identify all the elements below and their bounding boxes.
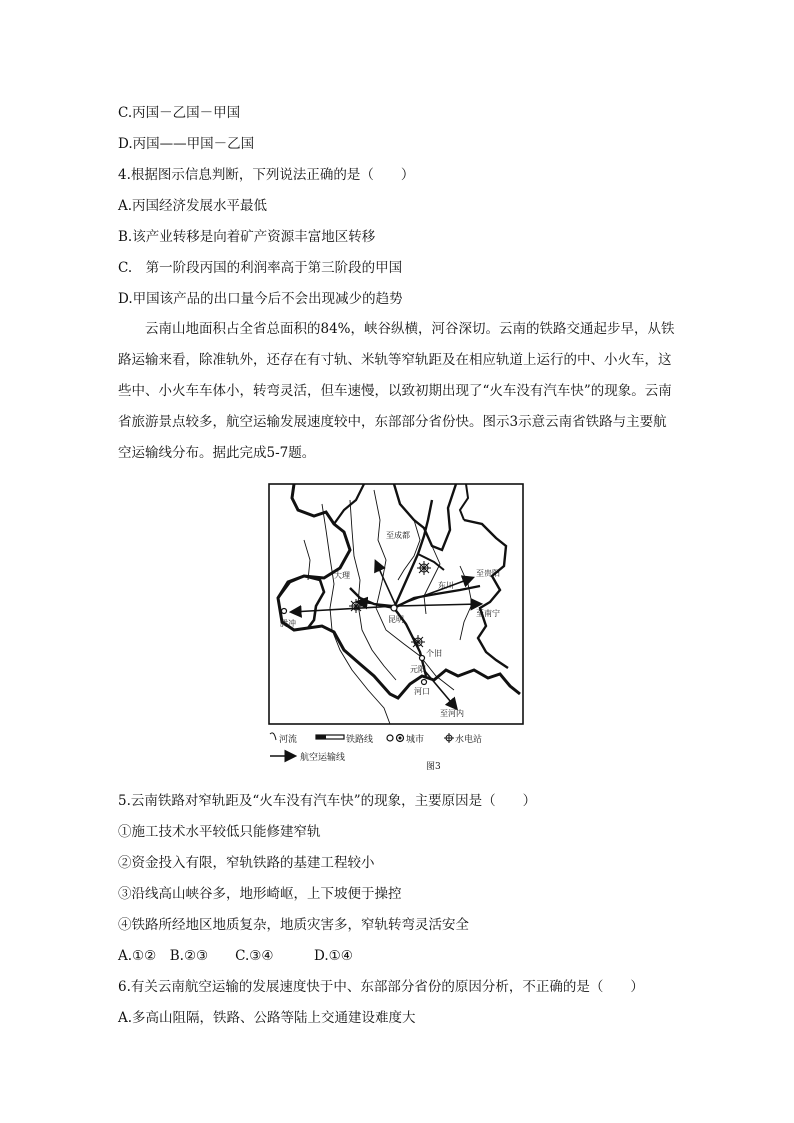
answer-options-text: A.①② B.②③ C.③④ D.①④ (118, 948, 353, 964)
label-hanoi: 至河内 (440, 709, 464, 718)
statement-3-text: ③沿线高山峡谷多，地形崎岖，上下坡便于操控 (118, 886, 402, 902)
option-c-text: C.丙国－乙国－甲国 (118, 105, 241, 121)
reading-passage (118, 314, 680, 469)
legend-river-icon (270, 733, 276, 740)
map-svg (264, 480, 529, 774)
option-d-text: D.甲国该产品的出口量今后不会出现减少的趋势 (118, 291, 403, 307)
city-kunming-marker (391, 605, 397, 611)
label-dongchuan: 东川 (438, 581, 454, 590)
legend-city-label: 城市 (406, 735, 425, 745)
hydro-station-icon (349, 599, 363, 613)
city-tengchong-marker (282, 609, 287, 614)
statement-4-text: ④铁路所经地区地质复杂，地质灾害多，窄轨转弯灵活安全 (118, 917, 469, 933)
question-4-text: 4.根据图示信息判断，下列说法正确的是（ ） (118, 167, 415, 183)
label-gejiu: 个旧 (426, 649, 442, 658)
yunnan-map-figure (264, 480, 529, 774)
option-d-text: D.丙国——甲国－乙国 (118, 136, 255, 152)
legend-railway-label: 铁路线 (346, 735, 374, 745)
option-b-text: B.该产业转移是向着矿产资源丰富地区转移 (118, 229, 376, 245)
figure-caption: 图3 (426, 762, 441, 772)
statement-1-text: ①施工技术水平较低只能修建窄轨 (118, 824, 321, 840)
label-guiyang: 至贵阳 (476, 569, 500, 578)
legend-city-icon (387, 735, 393, 741)
legend-railway-icon (316, 735, 326, 739)
option-c-text: C. 第一阶段丙国的利润率高于第三阶段的甲国 (118, 260, 403, 276)
hydro-station-icon (417, 561, 431, 575)
question-5-text: 5.云南铁路对窄轨距及“火车没有汽车快”的现象，主要原因是（ ） (118, 793, 537, 809)
legend-river-label: 河流 (279, 735, 298, 745)
label-hekou: 河口 (414, 687, 430, 696)
legend-city-icon (399, 737, 402, 740)
label-nanning: 至南宁 (476, 609, 500, 618)
label-dali: 大理 (334, 571, 350, 580)
question-6-text: 6.有关云南航空运输的发展速度快于中、东部部分省份的原因分析，不正确的是（ ） (118, 979, 644, 995)
legend-hydro-icon (444, 733, 454, 743)
label-tengchong: 腾冲 (280, 619, 296, 628)
option-a-text: A.多高山阻隔，铁路、公路等陆上交通建设难度大 (118, 1010, 416, 1026)
label-chengdu: 至成都 (386, 531, 410, 540)
statement-2-text: ②资金投入有限，窄轨铁路的基建工程较小 (118, 855, 375, 871)
city-gejiu-marker (420, 656, 425, 661)
label-kunming: 昆明 (388, 615, 404, 624)
passage-text: 云南山地面积占全省总面积的84%，峡谷纵横，河谷深切。云南的铁路交通起步早，从铁路运输来看，除准轨外，还存在有寸轨、米轨等窄轨距及在相应轨道上运行的中、小火车，这些中、小火车车体小，转弯灵活，但车速慢，以致初期出现了“火车没有汽车快”的现象。云南省旅游景点较多，航空运输发展速度较中，东部部分省份快。图示3示意云南省铁路与主要航空运输线分布。据此完成5-7题。 (118, 321, 675, 461)
option-a-text: A.丙国经济发展水平最低 (118, 198, 268, 214)
city-hekou-marker (422, 680, 427, 685)
legend-hydro-label: 水电站 (455, 735, 483, 745)
hydro-station-icon (411, 635, 425, 649)
label-yuanyang: 元阳 (410, 665, 426, 674)
legend-air-label: 航空运输线 (300, 753, 346, 763)
